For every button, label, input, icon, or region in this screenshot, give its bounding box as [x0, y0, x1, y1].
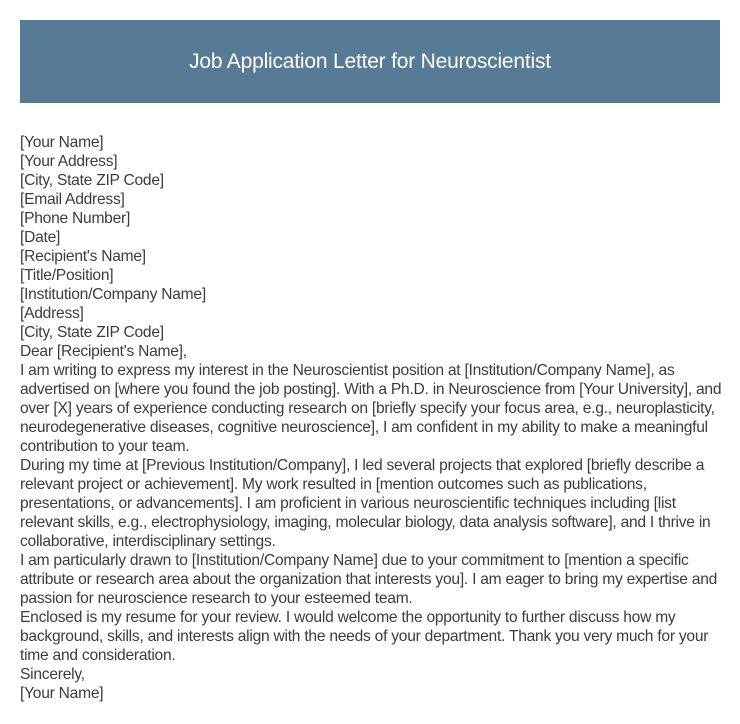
- paragraph-closing: Enclosed is my resume for your review. I would welcome the opportunity to further discuss how my background, skills, and interests align with the needs of your department. Thank you very much for your time and consideration.: [20, 609, 709, 664]
- page-title: Job Application Letter for Neuroscientist: [189, 49, 551, 73]
- paragraph-motivation: I am particularly drawn to [Institution/Company Name] due to your commitment to [mention a specific attribute or research area about the organization that interests you]. I am eager to bring my expertise and passion for neuroscience research to your esteemed team.: [20, 552, 718, 607]
- recipient-institution: [Institution/Company Name]: [20, 286, 206, 303]
- signature: [Your Name]: [20, 685, 104, 702]
- paragraph-intro: I am writing to express my interest in the Neuroscientist position at [Institution/Company Name], as advertised on [where you found the job posting]. With a Ph.D. in Neuroscience from [Your University], and over [X] years of experience conducting research on [briefly specify your focus area, e.g., neuroplasticity, neurodegenerative diseases, cognitive neuroscience], I am confident in my ability to make a meaningful contribution to your team.: [20, 362, 722, 455]
- sender-name: [Your Name]: [20, 134, 104, 151]
- sender-address: [Your Address]: [20, 153, 118, 170]
- letter-body: [20, 133, 722, 703]
- sender-city-state-zip: [City, State ZIP Code]: [20, 172, 164, 189]
- sender-phone: [Phone Number]: [20, 210, 131, 227]
- closing: Sincerely,: [20, 666, 85, 683]
- letter-date: [Date]: [20, 229, 61, 246]
- recipient-title: [Title/Position]: [20, 267, 114, 284]
- paragraph-experience: During my time at [Previous Institution/Company], I led several projects that explored [briefly describe a relevant project or achievement]. My work resulted in [mention outcomes such as publications, presentations, or advancements]. I am proficient in various neuroscientific techniques including [list relevant skills, e.g., electrophysiology, imaging, molecular biology, data analysis software], and I thrive in collaborative, interdisciplinary settings.: [20, 457, 711, 550]
- sender-email: [Email Address]: [20, 191, 125, 208]
- letter-header: [20, 20, 720, 103]
- recipient-name: [Recipient's Name]: [20, 248, 146, 265]
- recipient-city-state-zip: [City, State ZIP Code]: [20, 324, 164, 341]
- salutation: Dear [Recipient's Name],: [20, 343, 187, 360]
- recipient-address: [Address]: [20, 305, 84, 322]
